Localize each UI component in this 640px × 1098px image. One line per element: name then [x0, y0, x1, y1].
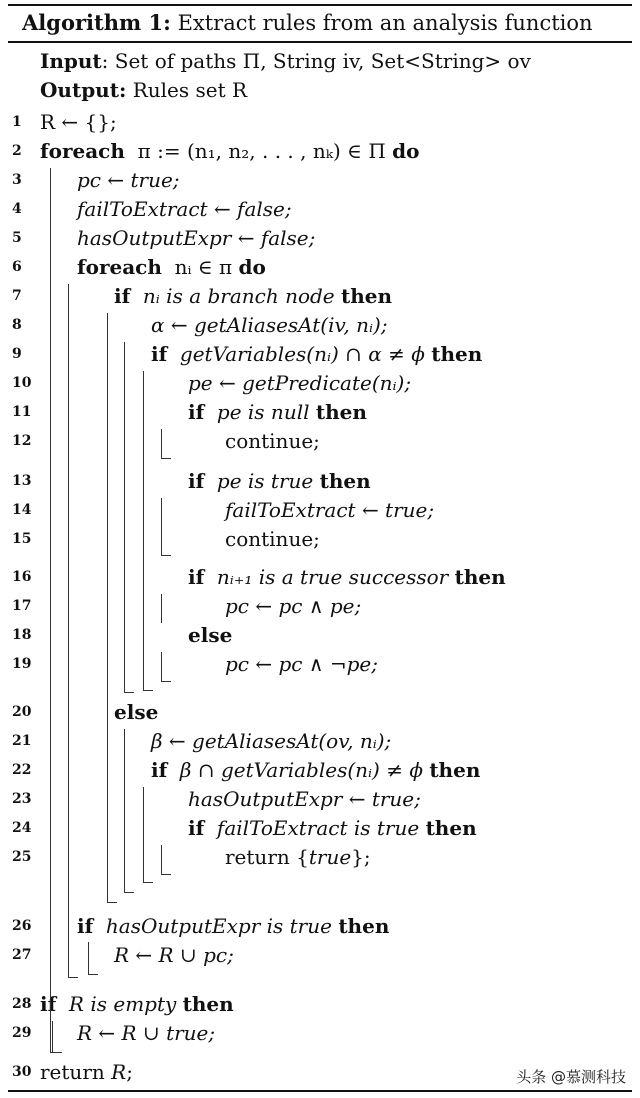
- block-guide-line: [161, 498, 162, 555]
- code-line: [188, 814, 477, 843]
- block-guide-line: [143, 371, 144, 690]
- line-number: 21: [12, 733, 32, 749]
- line-number: 25: [12, 849, 32, 865]
- code-line: [77, 224, 315, 253]
- code-text: true: [308, 845, 352, 869]
- code-line: [77, 1019, 215, 1048]
- block-end-hook: [107, 902, 117, 903]
- keyword: if: [40, 992, 57, 1016]
- code-line: [114, 941, 234, 970]
- algorithm-label: Algorithm 1:: [22, 10, 171, 35]
- keyword: then: [425, 816, 477, 840]
- code-text: pc ← pc ∧ pe;: [225, 594, 362, 618]
- keyword: if: [77, 914, 94, 938]
- keyword: then: [429, 758, 481, 782]
- code-text: R: [111, 1060, 127, 1084]
- block-end-hook: [124, 892, 134, 893]
- keyword: then: [315, 400, 367, 424]
- keyword: if: [188, 469, 205, 493]
- code-line: [188, 785, 421, 814]
- line-number: 16: [12, 569, 32, 585]
- line-number: 13: [12, 473, 32, 489]
- code-line: [77, 253, 266, 282]
- keyword: if: [188, 816, 205, 840]
- output-line: [40, 76, 247, 105]
- block-guide-line: [88, 942, 89, 974]
- line-number: 29: [12, 1025, 32, 1041]
- line-number: 17: [12, 598, 32, 614]
- block-guide-line: [124, 342, 125, 692]
- code-text: nᵢ ∈ π: [161, 255, 239, 279]
- block-guide-line: [68, 284, 69, 977]
- line-number: 18: [12, 627, 32, 643]
- line-number: 30: [12, 1064, 32, 1080]
- code-text: failToExtract ← true;: [225, 498, 435, 522]
- block-guide-line: [161, 845, 162, 874]
- code-text: continue;: [225, 527, 320, 551]
- code-line: [188, 369, 411, 398]
- line-number: 19: [12, 656, 32, 672]
- line-number: 20: [12, 704, 32, 720]
- block-end-hook: [143, 882, 153, 883]
- code-text: β ∩ getVariables(nᵢ) ≠ ϕ: [167, 758, 430, 782]
- code-text: pe is true: [204, 469, 320, 493]
- watermark: 头条 @慕测科技: [516, 1068, 626, 1086]
- keyword: if: [188, 565, 205, 589]
- input-keyword: Input: [40, 49, 102, 73]
- code-line: [40, 137, 419, 166]
- line-number: 11: [12, 404, 32, 420]
- keyword: then: [341, 284, 393, 308]
- block-guide-line: [52, 1021, 53, 1052]
- block-end-hook: [124, 692, 134, 693]
- code-line: [225, 427, 320, 456]
- code-line: [114, 698, 158, 727]
- block-end-hook: [161, 458, 171, 459]
- algorithm-name: Extract rules from an analysis function: [177, 11, 593, 35]
- line-number: 26: [12, 918, 32, 934]
- code-text: π := (n₁, n₂, . . . , nₖ) ∈ Π: [124, 139, 393, 163]
- keyword: foreach: [77, 255, 162, 279]
- code-text: R is empty: [56, 992, 183, 1016]
- code-text: failToExtract is true: [204, 816, 426, 840]
- code-text: getVariables(nᵢ) ∩ α ≠ ϕ: [167, 342, 432, 366]
- code-text: pc ← true;: [77, 168, 180, 192]
- code-line: [188, 563, 506, 592]
- line-number: 27: [12, 947, 32, 963]
- keyword: then: [319, 469, 371, 493]
- code-text: pe is null: [204, 400, 316, 424]
- line-number: 12: [12, 433, 32, 449]
- code-line: [77, 912, 389, 941]
- block-guide-line: [50, 168, 51, 1052]
- keyword: if: [188, 400, 205, 424]
- block-guide-line: [161, 429, 162, 458]
- keyword: then: [338, 914, 390, 938]
- code-line: [188, 467, 371, 496]
- code-text: failToExtract ← false;: [77, 197, 292, 221]
- code-line: [225, 650, 378, 679]
- keyword: if: [151, 758, 168, 782]
- code-line: [40, 1058, 133, 1087]
- code-text: nᵢ is a branch node: [130, 284, 342, 308]
- code-text: hasOutputExpr ← false;: [77, 226, 316, 250]
- line-number: 10: [12, 375, 32, 391]
- code-line: [151, 756, 480, 785]
- code-text: α ← getAliasesAt(iv, nᵢ);: [151, 313, 388, 337]
- line-number: 14: [12, 502, 32, 518]
- line-number: 9: [12, 346, 22, 362]
- line-number: 2: [12, 143, 22, 159]
- block-guide-line: [161, 594, 162, 623]
- keyword: else: [188, 623, 233, 647]
- output-text: Rules set R: [126, 78, 248, 102]
- code-text: pc ← pc ∧ ¬pe;: [225, 652, 378, 676]
- keyword: then: [182, 992, 234, 1016]
- title-rule: [8, 41, 632, 43]
- block-end-hook: [68, 977, 78, 978]
- code-text: hasOutputExpr is true: [93, 914, 339, 938]
- code-text: ;: [126, 1060, 133, 1084]
- block-guide-line: [107, 313, 108, 902]
- code-line: [151, 727, 391, 756]
- code-text: return {: [225, 845, 309, 869]
- block-guide-line: [124, 729, 125, 892]
- code-line: [77, 195, 292, 224]
- keyword: do: [392, 139, 420, 163]
- code-line: [188, 621, 232, 650]
- code-line: [40, 108, 117, 137]
- line-number: 22: [12, 762, 32, 778]
- code-line: [188, 398, 367, 427]
- code-line: [77, 166, 180, 195]
- code-text: hasOutputExpr ← true;: [188, 787, 421, 811]
- line-number: 24: [12, 820, 32, 836]
- output-keyword: Output:: [40, 78, 127, 102]
- block-guide-line: [143, 787, 144, 882]
- keyword: foreach: [40, 139, 125, 163]
- block-end-hook: [161, 681, 171, 682]
- code-text: β ← getAliasesAt(ov, nᵢ);: [151, 729, 392, 753]
- line-number: 15: [12, 531, 32, 547]
- bottom-rule: [8, 1090, 632, 1092]
- block-end-hook: [52, 1052, 62, 1053]
- top-rule: [8, 4, 632, 6]
- block-guide-line: [161, 652, 162, 681]
- line-number: 3: [12, 172, 22, 188]
- line-number: 23: [12, 791, 32, 807]
- code-text: R ← {};: [40, 110, 117, 134]
- code-line: [114, 282, 392, 311]
- input-line: [40, 47, 531, 76]
- keyword: else: [114, 700, 159, 724]
- input-text: : Set of paths Π, String iv, Set<String> ov: [101, 49, 531, 73]
- keyword: then: [454, 565, 506, 589]
- code-line: [40, 990, 234, 1019]
- code-line: [151, 311, 388, 340]
- keyword: if: [114, 284, 131, 308]
- code-line: [225, 496, 434, 525]
- line-number: 7: [12, 288, 22, 304]
- block-end-hook: [161, 555, 171, 556]
- code-line: [225, 843, 371, 872]
- block-end-hook: [161, 874, 171, 875]
- keyword: if: [151, 342, 168, 366]
- code-text: nᵢ₊₁ is a true successor: [204, 565, 455, 589]
- line-number: 28: [12, 996, 32, 1012]
- code-text: pe ← getPredicate(nᵢ);: [188, 371, 412, 395]
- line-number: 4: [12, 201, 22, 217]
- line-number: 6: [12, 259, 22, 275]
- code-text: continue;: [225, 429, 320, 453]
- line-number: 1: [12, 114, 22, 130]
- code-text: R ← R ∪ true;: [77, 1021, 216, 1045]
- line-number: 8: [12, 317, 22, 333]
- code-line: [225, 525, 320, 554]
- line-number: 5: [12, 230, 22, 246]
- code-line: [225, 592, 361, 621]
- keyword: do: [238, 255, 266, 279]
- code-text: return: [40, 1060, 112, 1084]
- keyword: then: [431, 342, 483, 366]
- code-text: };: [351, 845, 371, 869]
- block-end-hook: [143, 690, 153, 691]
- code-text: R ← R ∪ pc;: [114, 943, 234, 967]
- algorithm-title: [22, 10, 593, 35]
- code-line: [151, 340, 482, 369]
- block-end-hook: [88, 974, 98, 975]
